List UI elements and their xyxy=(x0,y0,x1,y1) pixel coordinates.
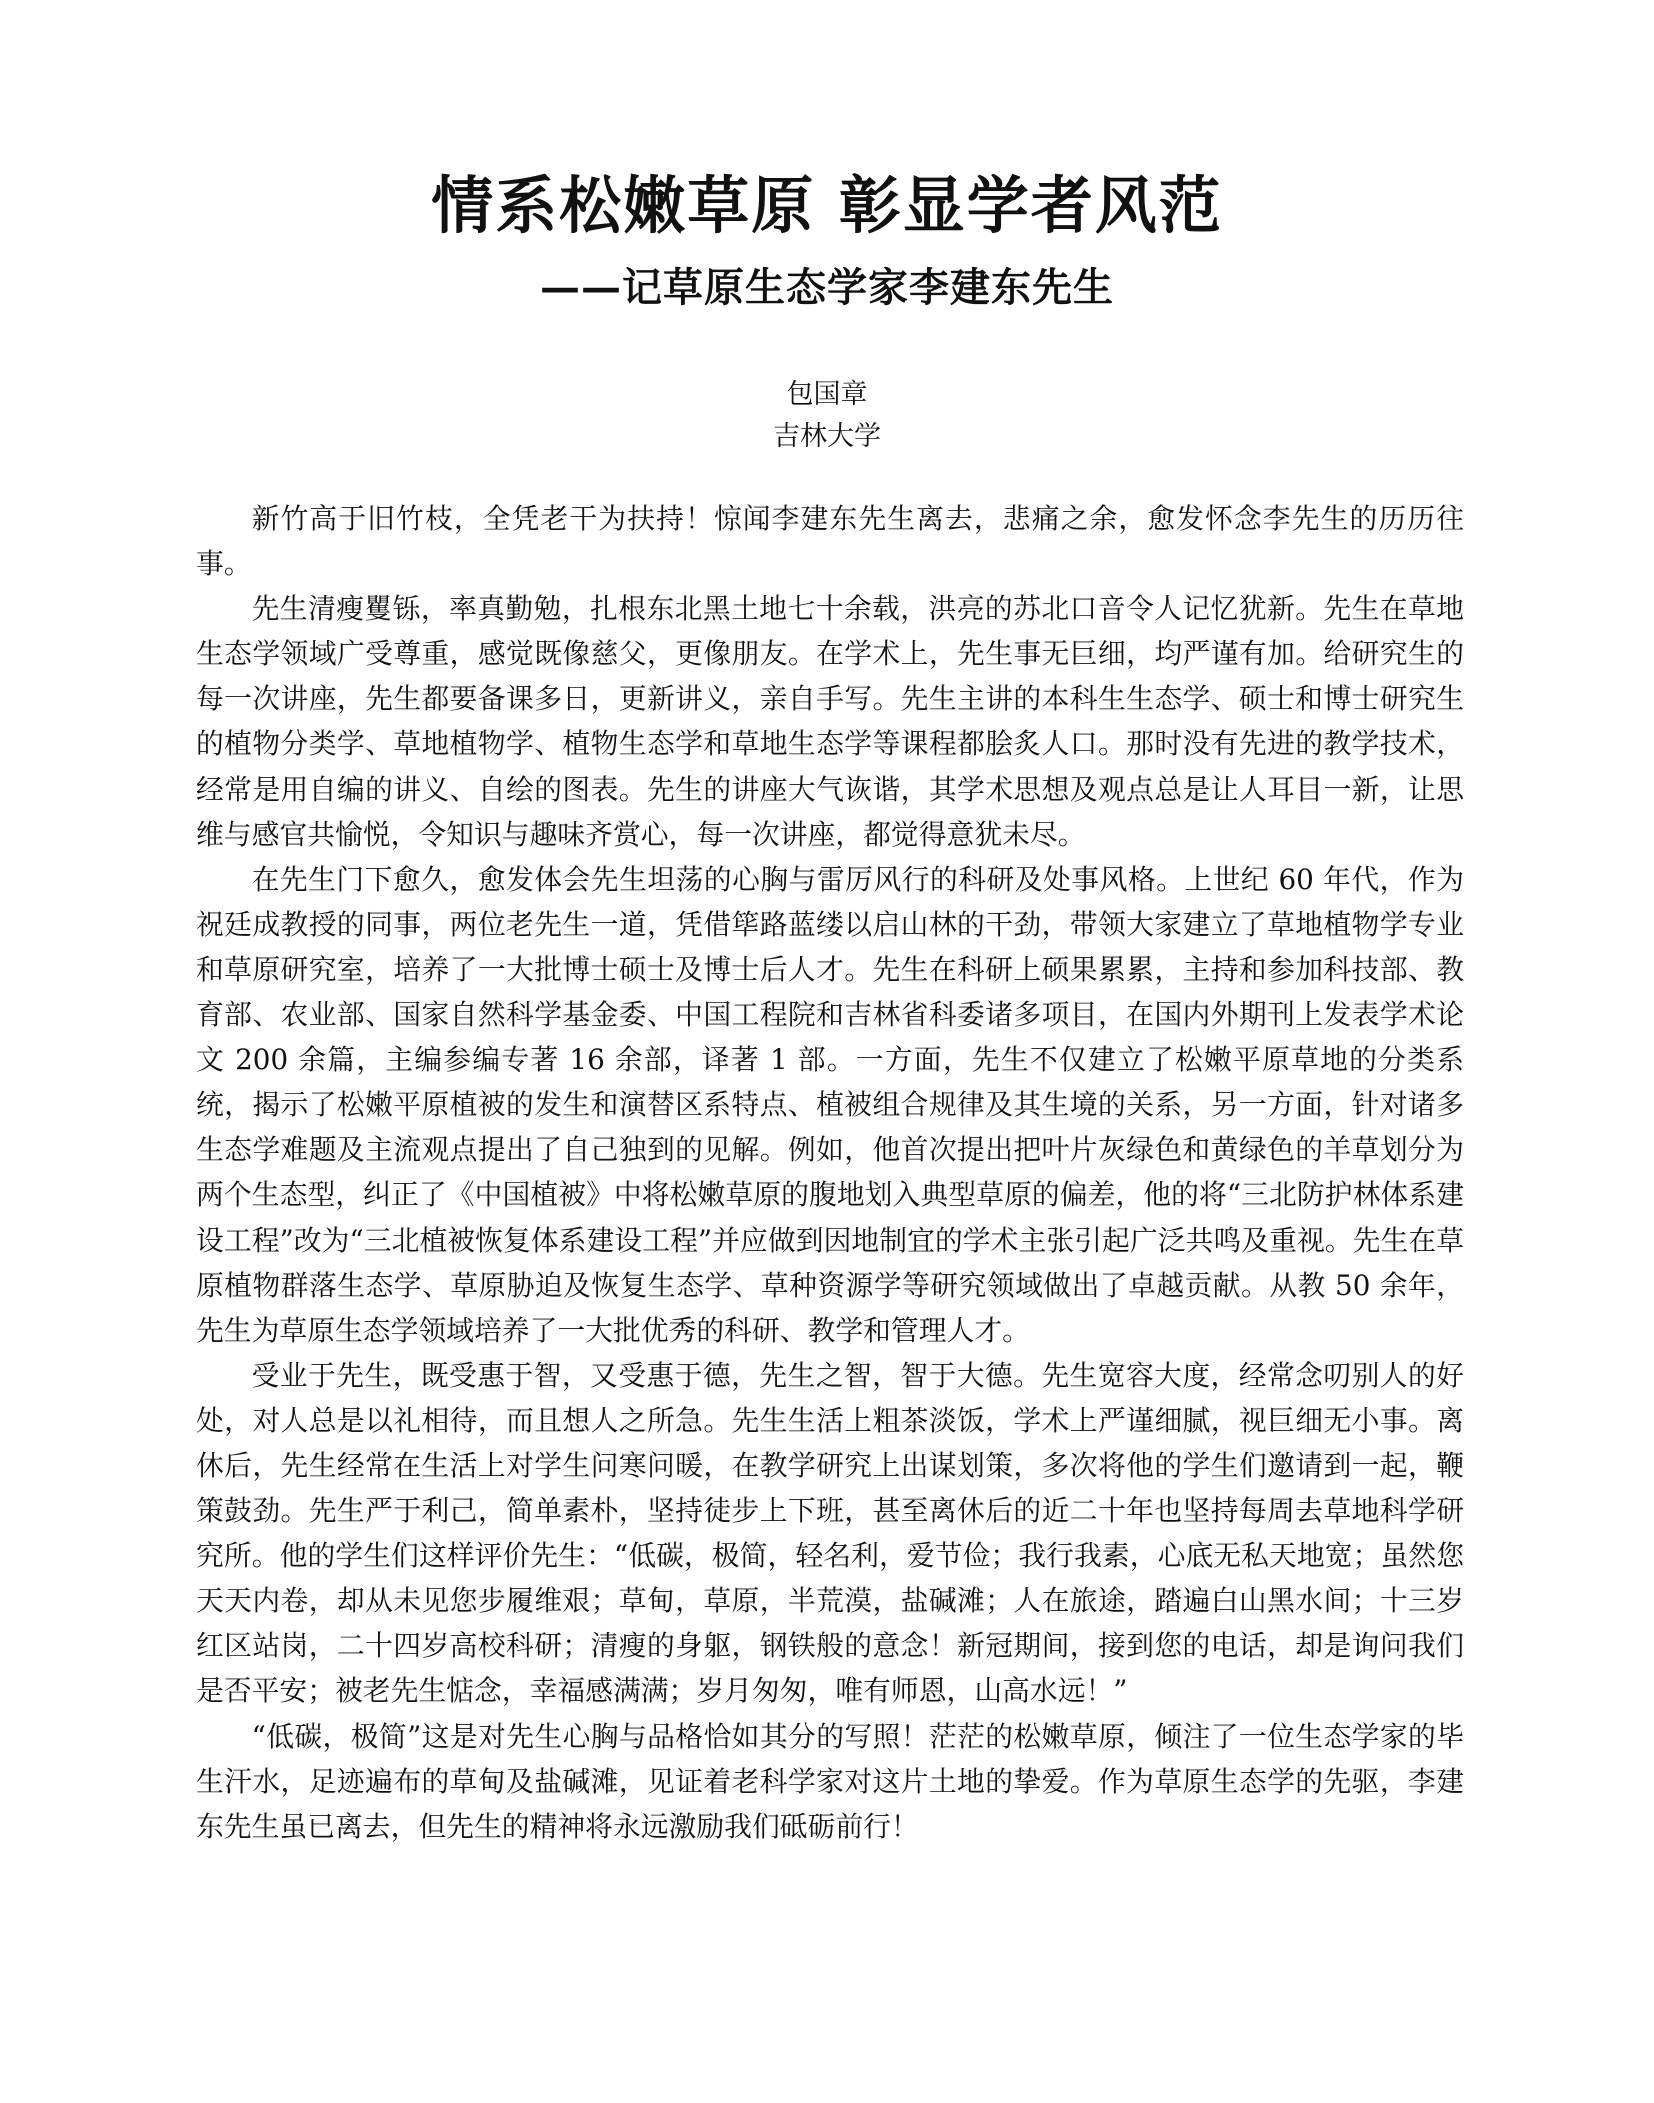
body-paragraph: 先生清瘦矍铄，率真勤勉，扎根东北黑土地七十余载，洪亮的苏北口音令人记忆犹新。先生在草地生态学领域广受尊重，感觉既像慈父，更像朋友。在学术上，先生事无巨细，均严谨有加。给研究生的每一次讲座，先生都要备课多日，更新讲义，亲自手写。先生主讲的本科生生态学、硕士和博士研究生的植物分类学、草地植物学、植物生态学和草地生态学等课程都脍炙人口。那时没有先进的教学技术，经常是用自编的讲义、自绘的图表。先生的讲座大气诙谐，其学术思想及观点总是让人耳目一新，让思维与感官共愉悦，令知识与趣味齐赏心，每一次讲座，都觉得意犹未尽。 xyxy=(196,592,1464,851)
body-paragraph: 在先生门下愈久，愈发体会先生坦荡的心胸与雷厉风行的科研及处事风格。上世纪 60 年代，作为祝廷成教授的同事，两位老先生一道，凭借筚路蓝缕以启山林的干劲，带领大家建立了草地植物学专业和草原研究室，培养了一大批博士硕士及博士后人才。先生在科研上硕果累累，主持和参加科技部、教育部、农业部、国家自然科学基金委、中国工程院和吉林省科委诸多项目，在国内外期刊上发表学术论文 200 余篇，主编参编专著 16 余部，译著 1 部。一方面，先生不仅建立了松嫩平原草地的分类系统，揭示了松嫩平原植被的发生和演替区系特点、植被组合规律及其生境的关系，另一方面，针对诸多生态学难题及主流观点提出了自己独到的见解。例如，他首次提出把叶片灰绿色和黄绿色的羊草划分为两个生态型，纠正了《中国植被》中将松嫩草原的腹地划入典型草原的偏差，他的将“三北防护林体系建设工程”改为“三北植被恢复体系建设工程”并应做到因地制宜的学术主张引起广泛共鸣及重视。先生在草原植物群落生态学、草原胁迫及恢复生态学、草种资源学等研究领域做出了卓越贡献。从教 50 余年，先生为草原生态学领域培养了一大批优秀的科研、教学和管理人才。 xyxy=(196,862,1464,1347)
body-paragraph: 受业于先生，既受惠于智，又受惠于德，先生之智，智于大德。先生宽容大度，经常念叨别人的好处，对人总是以礼相待，而且想人之所急。先生生活上粗茶淡饭，学术上严谨细腻，视巨细无小事。离休后，先生经常在生活上对学生问寒问暖，在教学研究上出谋划策，多次将他的学生们邀请到一起，鞭策鼓劲。先生严于利己，简单素朴，坚持徒步上下班，甚至离休后的近二十年也坚持每周去草地科学研究所。他的学生们这样评价先生：“低碳，极简，轻名利，爱节俭；我行我素，心底无私天地宽；虽然您天天内卷，却从未见您步履维艰；草甸，草原，半荒漠，盐碱滩；人在旅途，踏遍白山黑水间；十三岁红区站岗，二十四岁高校科研；清瘦的身躯，钢铁般的意念！新冠期间，接到您的电话，却是询问我们是否平安；被老先生惦念，幸福感满满；岁月匆匆，唯有师恩，山高水远！” xyxy=(196,1358,1464,1708)
article-subtitle: ——记草原生态学家李建东先生 xyxy=(540,264,1114,311)
author-name: 包国章 xyxy=(786,379,868,410)
article-title: 情系松嫩草原 彰显学者风范 xyxy=(431,169,1223,242)
author-affiliation: 吉林大学 xyxy=(773,421,881,452)
body-paragraph: 新竹高于旧竹枝，全凭老干为扶持！惊闻李建东先生离去，悲痛之余，愈发怀念李先生的历历往事。 xyxy=(196,502,1464,581)
body-paragraph: “低碳，极简”这是对先生心胸与品格恰如其分的写照！茫茫的松嫩草原，倾注了一位生态学家的毕生汗水，足迹遍布的草甸及盐碱滩，见证着老科学家对这片土地的挚爱。作为草原生态学的先驱，李建东先生虽已离去，但先生的精神将永远激励我们砥砺前行！ xyxy=(196,1719,1464,1843)
article-body xyxy=(196,496,1464,1849)
